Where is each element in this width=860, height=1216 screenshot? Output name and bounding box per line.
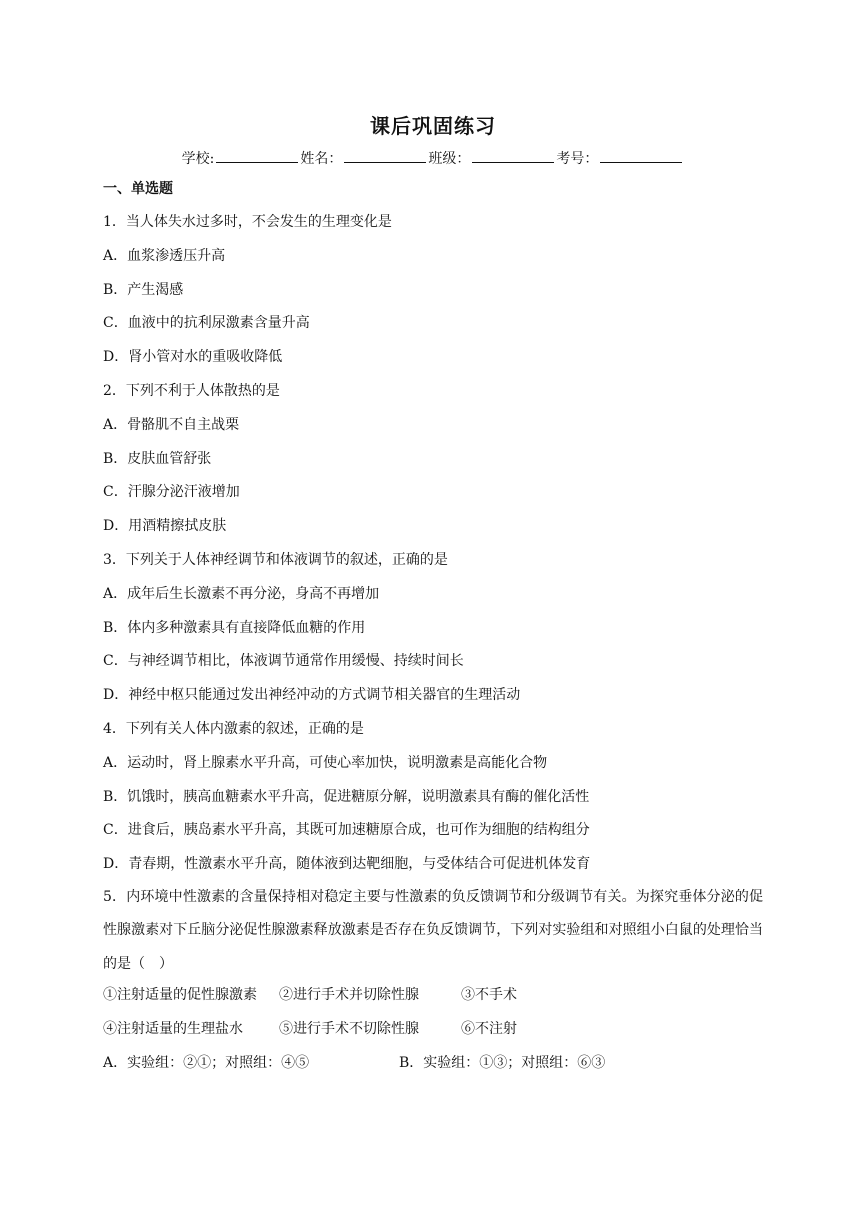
question-1-option-b[interactable]: B．产生渴感 [103,281,184,298]
treatment-1: ①注射适量的促性腺激素 [103,987,257,1004]
question-5-stem: 5．内环境中性激素的含量保持相对稳定主要与性激素的负反馈调节和分级调节有关。为探究垂体分泌的促性腺激素对下丘脑分泌促性腺激素释放激素是否存在负反馈调节，下列对实验组和对照组小白鼠的处理恰当的是（ ） [103,888,763,972]
school-label: 学校: [181,151,215,167]
question-3-option-c[interactable]: C．与神经调节相比，体液调节通常作用缓慢、持续时间长 [103,653,464,670]
treatment-4: ④注射适量的生理盐水 [103,1021,243,1038]
treatment-2: ②进行手术并切除性腺 [279,987,419,1004]
treatment-3: ③不手术 [461,987,517,1004]
question-5-option-b[interactable]: B．实验组：①③；对照组：⑥③ [399,1055,606,1072]
question-3-option-b[interactable]: B．体内多种激素具有直接降低血糖的作用 [103,619,366,636]
student-info-row [103,146,763,171]
class-blank[interactable] [472,146,554,163]
question-2-option-c[interactable]: C．汗腺分泌汗液增加 [103,484,240,501]
treatment-6: ⑥不注射 [461,1021,517,1038]
question-1-stem: 1．当人体失水过多时，不会发生的生理变化是 [103,214,392,230]
question-1-option-d[interactable]: D．肾小管对水的重吸收降低 [103,349,283,366]
question-1-option-a[interactable]: A．血浆渗透压升高 [103,247,226,264]
question-1-option-c[interactable]: C．血液中的抗利尿激素含量升高 [103,315,310,332]
question-3-option-d[interactable]: D．神经中枢只能通过发出神经冲动的方式调节相关器官的生理活动 [103,687,521,704]
question-3-stem: 3．下列关于人体神经调节和体液调节的叙述，正确的是 [103,551,448,568]
name-blank[interactable] [344,146,426,163]
question-4-option-a[interactable]: A．运动时，肾上腺素水平升高，可使心率加快，说明激素是高能化合物 [103,754,548,771]
name-label: 姓名： [300,151,343,167]
question-5-treatments-row-2 [103,1017,763,1041]
worksheet-page [103,110,763,1085]
question-4-option-d[interactable]: D．青春期，性激素水平升高，随体液到达靶细胞，与受体结合可促进机体发育 [103,856,591,873]
question-2-option-b[interactable]: B．皮肤血管舒张 [103,450,212,467]
question-4-stem: 4．下列有关人体内激素的叙述，正确的是 [103,720,364,737]
exam-no-blank[interactable] [600,146,682,163]
section-title: 一、单选题 [103,181,173,197]
question-4-option-c[interactable]: C．进食后，胰岛素水平升高，其既可加速糖原合成，也可作为细胞的结构组分 [103,822,590,839]
page-title: 课后巩固练习 [370,114,496,138]
question-5-treatments-row-1 [103,983,763,1007]
question-5-option-a[interactable]: A．实验组：②①；对照组：④⑤ [103,1055,310,1072]
treatment-5: ⑤进行手术不切除性腺 [279,1021,419,1038]
class-label: 班级： [428,151,471,167]
question-4-option-b[interactable]: B．饥饿时，胰高血糖素水平升高，促进糖原分解，说明激素具有酶的催化活性 [103,788,590,805]
question-2-option-a[interactable]: A．骨骼肌不自主战栗 [103,416,240,433]
question-5-options-row [103,1051,763,1075]
exam-no-label: 考号： [556,151,599,167]
school-blank[interactable] [216,146,298,163]
question-2-stem: 2．下列不利于人体散热的是 [103,382,280,399]
question-3-option-a[interactable]: A．成年后生长激素不再分泌，身高不再增加 [103,585,380,602]
question-2-option-d[interactable]: D．用酒精擦拭皮肤 [103,518,227,535]
